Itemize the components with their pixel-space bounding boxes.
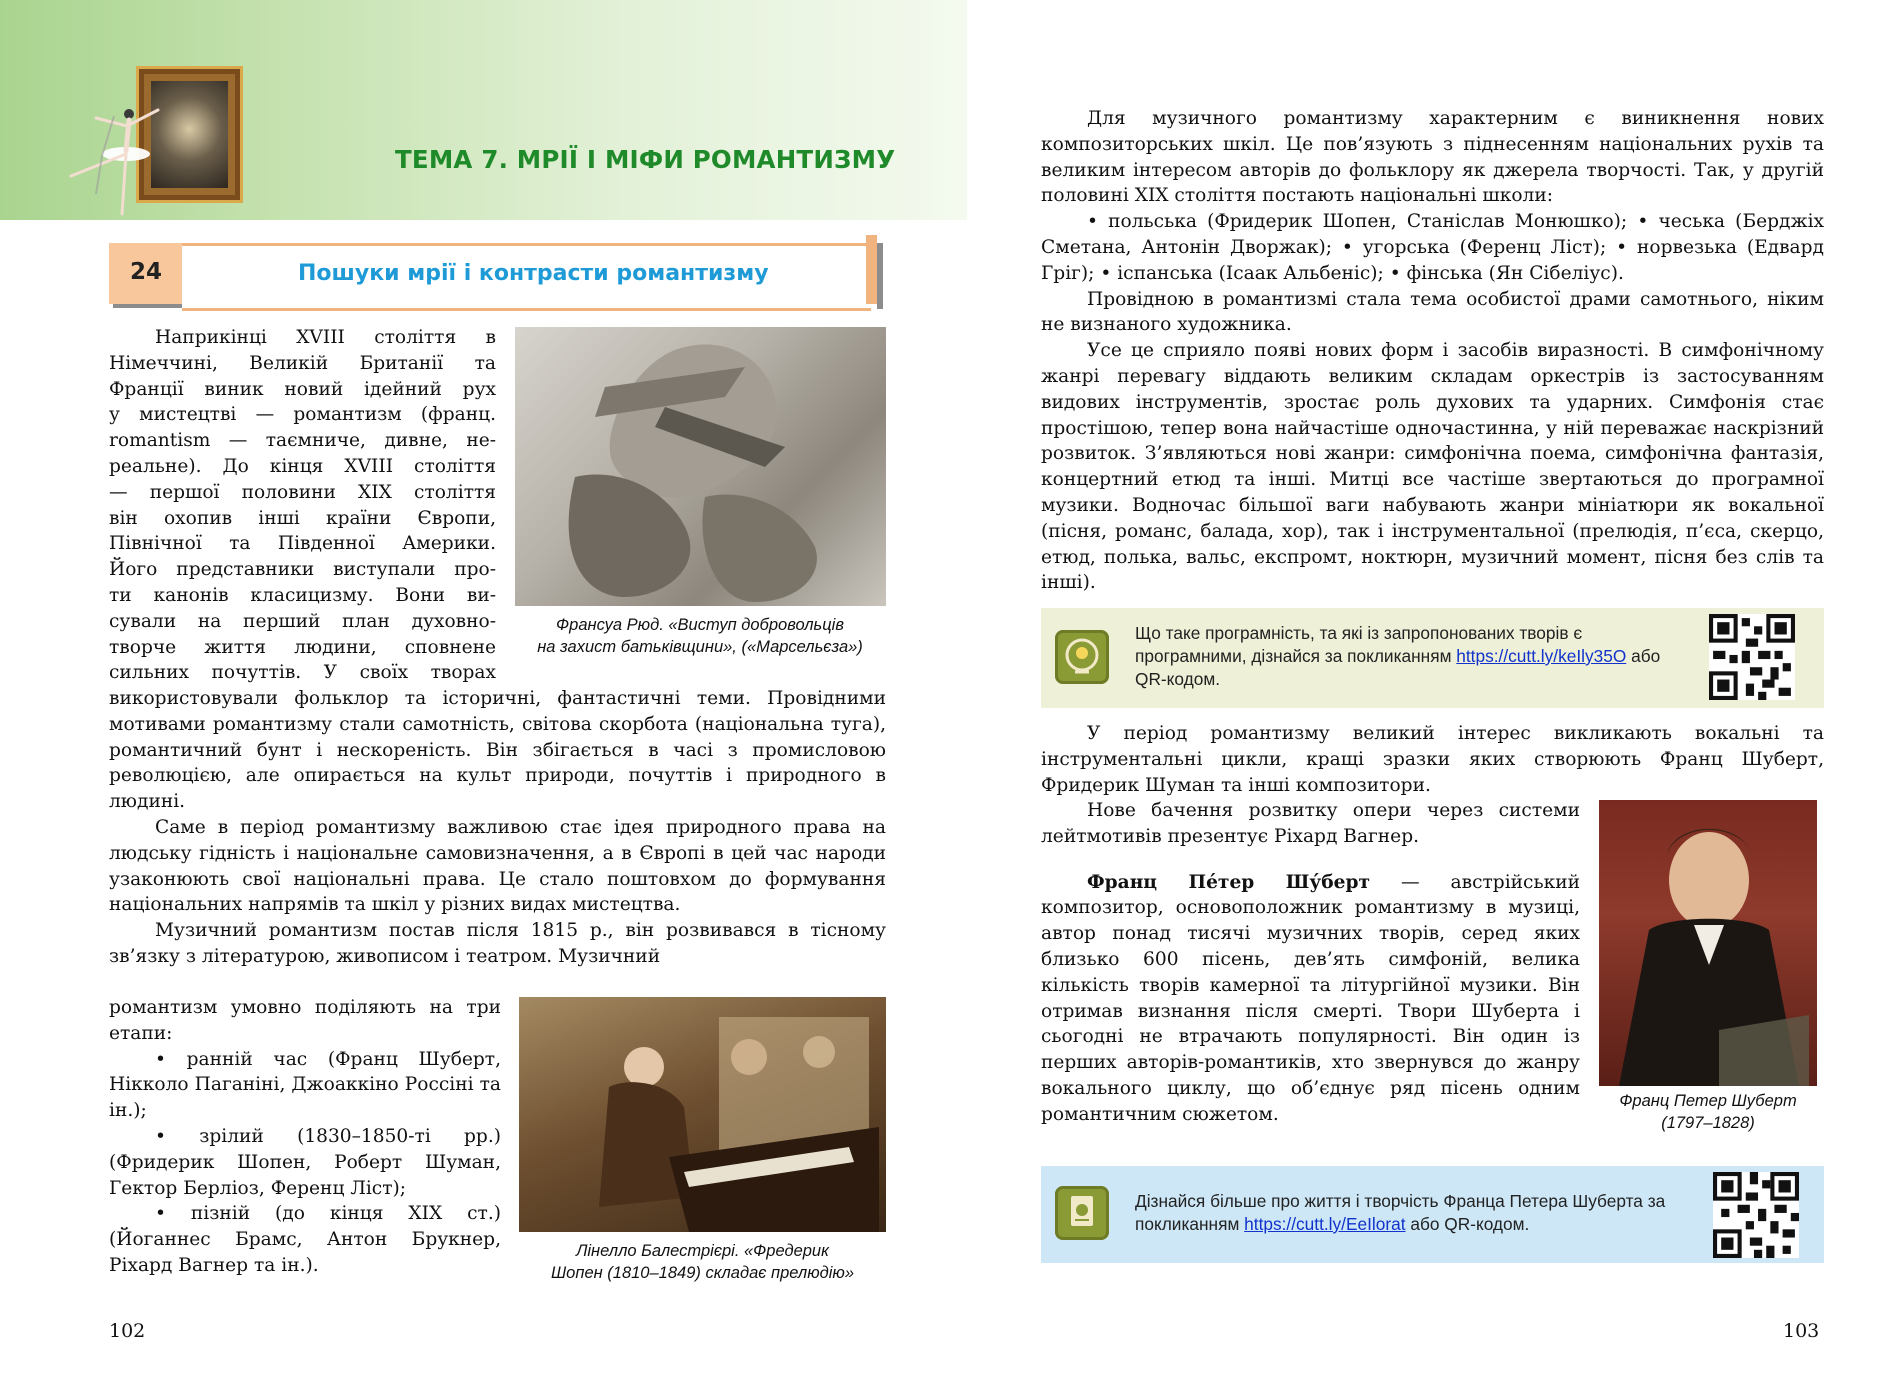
schubert-bio: — австрійський композитор, основоположник романтизму в музиці, автор понад тисячі музичних творів, серед яких близько 600 пісень, дев’ять симфоній, велика кількість творів камерної та літургійної музики. Він отримав визнання після смерті. Твори Шуберта і сьогодні не втрачають популярності. Він один із перших авторів-романтиків, хто звернувся до жанру вокального циклу, що об’єднує ряд пісень одним романтичним сюжетом. [1041,871,1580,1125]
intro-line: реальне). До кінця XVIII століття [109,455,496,477]
intro-line: сували на перший план духовно- [109,610,496,632]
stage-mature: • зрілий (1830–1850-ті рр.) (Фридерик Шопен, Роберт Шуман, Гектор Берліоз, Ференц Ліст); [109,1125,501,1199]
intro-text-wide [109,686,886,970]
lesson-bar-shadow [877,243,883,309]
intro-line: творче життя людини, сповнене [109,636,496,658]
schubert-text [1041,798,1580,1128]
lesson-number: 24 [109,243,183,304]
caption-line: (1797–1828) [1661,1114,1755,1132]
chopin-painting [519,997,886,1232]
paragraph-musical-romanticism: Музичний романтизм постав після 1815 р., він розвивався в тісному зв’язку з літературою, живописом і театром. Музичний [109,920,886,967]
intro-line: Франції виник новий ідейний рух [109,378,496,400]
schubert-name: Франц Пе́тер Шу́берт [1087,871,1371,893]
national-schools-list: • польська (Фридерик Шопен, Станіслав Монюшко); • чеська (Берджіх Сметана, Антонін Дворжак); • угорська (Ференц Ліст); • норвезька (Едвард Гріг); • іспанська (Ісаак Альбеніс); • фінська (Ян Сібеліус). [1041,211,1824,284]
national-schools-text [1041,106,1824,596]
info-text: Дізнайся більше про життя і творчість Франца Петера Шуберта за покликанням [1135,1191,1666,1234]
schubert-caption [1589,1090,1827,1134]
lesson-title: Пошуки мрії і контрасти романтизму [298,261,769,286]
intro-line: він охопив інші країни Європи, [109,507,496,529]
caption-line: Шопен (1810–1849) складає прелюдію» [551,1264,854,1282]
info-tail: або QR-кодом. [1135,646,1661,689]
caption-line: Франсуа Рюд. «Виступ добровольців [556,616,844,634]
intro-line: сильних почуттів. У своїх творах [109,662,496,684]
info-box-text [1135,1190,1695,1236]
paragraph-national-schools: Для музичного романтизму характерним є виникнення нових композиторських шкіл. Це пов’язують з піднесенням національних рухів та великим інтересом авторів до фольклору як джерела творчості. Так, у другій половині XIX століття постають національні школи: [1041,108,1824,207]
intro-line: ти канонів класицизму. Вони ви- [109,584,496,606]
paragraph-drama-theme: Провідною в романтизмі стала тема особистої драми самотнього, ніким не визнаного художника. [1041,288,1824,336]
caption-line: Франц Петер Шуберт [1619,1092,1797,1110]
intro-continuation: використовували фольклор та історичні, фантастичні теми. Провідними мотивами романтизму стали самотність, світова скорбота (національна туга), романтичний бунт і нескореність. Він збігається в часі з промисловою революцією, але опирається на культ природи, почуттів і природного в людині. [109,688,886,813]
schubert-portrait [1599,800,1817,1086]
sculpture-photo [515,327,886,606]
info-tail: або QR-кодом. [1410,1214,1530,1234]
intro-line: у мистецтві — романтизм (франц. [109,404,496,426]
ballerina-icon [66,96,176,216]
chopin-caption [509,1240,896,1284]
intro-paragraph-lines [109,325,496,686]
stages-intro: романтизм умовно поділяють на три етапи: [109,997,501,1044]
stages-text [109,995,501,1279]
theme-title: ТЕМА 7. МРІЇ І МІФИ РОМАНТИЗМУ [395,145,896,174]
qr-code-icon[interactable] [1713,1172,1799,1258]
intro-line: romantism — таємниче, дивне, не- [109,430,496,452]
schubert-link[interactable]: https://cutt.ly/EeIlorat [1244,1214,1406,1234]
info-box-text [1135,622,1675,691]
info-box-programmatic [1041,608,1824,708]
paragraph-new-forms: Усе це сприяло появі нових форм і засобів виразності. В симфонічному жанрі перевагу віддають великим складам оркестрів із застосуванням видових інструментів, зростає роль духових та ударних. Симфонія стає простішою, тепер вона найчастіше одночастинна, у ній переважає наскрізний розвиток. З’являються нові жанри: симфонічна поема, симфонічна фантазія, концертний етюд та інші. Митці все частіше звертаються до програмної музики. Водночас більшої ваги набувають жанри мініатюри як вокальної (пісня, романс, балада, хор), так і інструментальної (прелюдія, п’єса, скерцо, етюд, полька, вальс, експромт, ноктюрн, музичний момент, пісня без слів та інші). [1041,340,1824,594]
programmatic-link[interactable]: https://cutt.ly/keIly35O [1456,646,1627,666]
info-box-schubert [1041,1166,1824,1263]
stage-early: • ранній час (Франц Шуберт, Нікколо Паганіні, Джоаккіно Россіні та ін.); [109,1048,501,1122]
cycles-text [1041,721,1824,798]
page-number-left: 102 [109,1320,146,1342]
page-number-right: 103 [1783,1320,1820,1342]
intro-line: Наприкінці XVIII століття в [155,327,496,348]
document-icon [1055,1186,1109,1240]
lesson-bar-accent [866,235,877,304]
paragraph-schubert [1041,870,1580,1128]
intro-line: — першої половини XIX століття [109,481,496,503]
qr-code-icon[interactable] [1709,614,1795,700]
intro-line: Північної та Південної Америки. [109,533,496,555]
intro-text-narrow [109,325,496,686]
paragraph-cycles: У період романтизму великий інтерес викликають вокальні та інструментальні цикли, кращі зразки яких створюють Франц Шуберт, Фридерик Шуман та інші композитори. [1041,723,1824,796]
paragraph-natural-rights: Саме в період романтизму важливою стає ідея природного права на людську гідність і національне самовизначення, а в Європі в цей час народи узаконюють свої національні права. Це стало поштовхом до формування національних напрямів та шкіл у різних видах мистецтва. [109,816,886,916]
caption-line: на захист батьківщини», («Марсельєза») [537,638,863,656]
intro-line: Його представники виступали про- [109,559,496,581]
caption-line: Лінелло Балестрієрі. «Фредерик [576,1242,829,1260]
intro-line: Німеччині, Великій Британії та [109,352,496,374]
paragraph-wagner: Нове бачення розвитку опери через системи лейтмотивів презентує Ріхард Вагнер. [1041,800,1580,847]
idea-head-icon [1055,630,1109,684]
info-text: Що таке програмність, та які із запропонованих творів є програмними, дізнайся за покликанням [1135,623,1583,666]
stage-late: • пізній (до кінця XIX ст.) (Йоганнес Брамс, Антон Брукнер, Ріхард Вагнер та ін.). [109,1203,501,1276]
sculpture-caption [500,614,900,658]
